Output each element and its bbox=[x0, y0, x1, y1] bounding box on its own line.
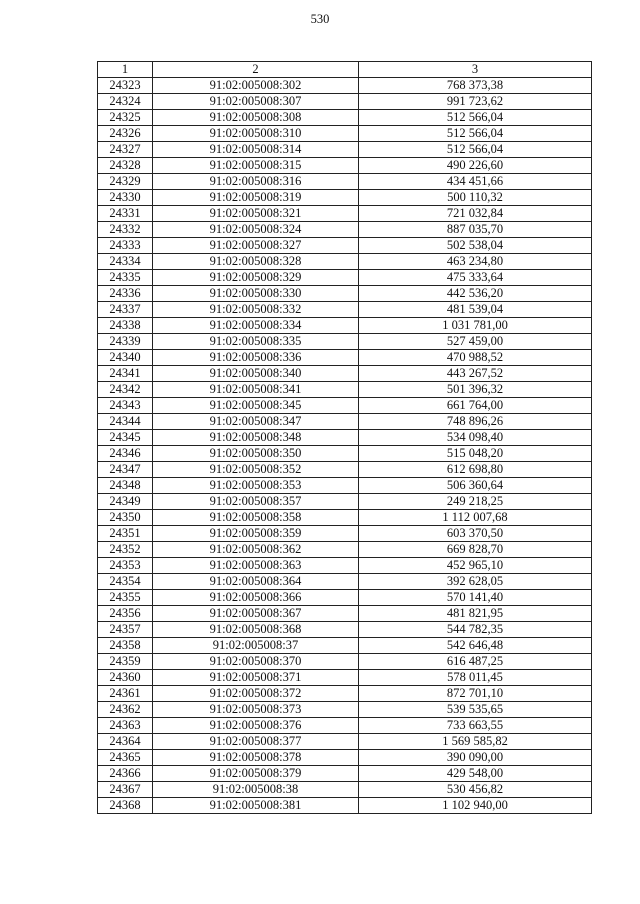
cadastral-number-cell: 91:02:005008:353 bbox=[153, 478, 359, 494]
cadastral-number-cell: 91:02:005008:368 bbox=[153, 622, 359, 638]
cadastral-number-cell: 91:02:005008:334 bbox=[153, 318, 359, 334]
table-row bbox=[98, 222, 592, 238]
table-row bbox=[98, 702, 592, 718]
value-cell: 887 035,70 bbox=[359, 222, 592, 238]
table-row bbox=[98, 430, 592, 446]
value-cell: 768 373,38 bbox=[359, 78, 592, 94]
value-cell: 544 782,35 bbox=[359, 622, 592, 638]
value-cell: 481 821,95 bbox=[359, 606, 592, 622]
row-number-cell: 24350 bbox=[98, 510, 153, 526]
row-number-cell: 24345 bbox=[98, 430, 153, 446]
value-cell: 249 218,25 bbox=[359, 494, 592, 510]
table-row bbox=[98, 318, 592, 334]
row-number-cell: 24332 bbox=[98, 222, 153, 238]
cadastral-number-cell: 91:02:005008:310 bbox=[153, 126, 359, 142]
value-cell: 512 566,04 bbox=[359, 110, 592, 126]
value-cell: 612 698,80 bbox=[359, 462, 592, 478]
cadastral-number-cell: 91:02:005008:373 bbox=[153, 702, 359, 718]
value-cell: 733 663,55 bbox=[359, 718, 592, 734]
table-row bbox=[98, 110, 592, 126]
value-cell: 578 011,45 bbox=[359, 670, 592, 686]
table-row bbox=[98, 622, 592, 638]
row-number-cell: 24327 bbox=[98, 142, 153, 158]
value-cell: 748 896,26 bbox=[359, 414, 592, 430]
row-number-cell: 24325 bbox=[98, 110, 153, 126]
row-number-cell: 24335 bbox=[98, 270, 153, 286]
cadastral-number-cell: 91:02:005008:363 bbox=[153, 558, 359, 574]
value-cell: 501 396,32 bbox=[359, 382, 592, 398]
table-row bbox=[98, 206, 592, 222]
cadastral-number-cell: 91:02:005008:307 bbox=[153, 94, 359, 110]
cadastral-number-cell: 91:02:005008:372 bbox=[153, 686, 359, 702]
value-cell: 530 456,82 bbox=[359, 782, 592, 798]
value-cell: 539 535,65 bbox=[359, 702, 592, 718]
page-number: 530 bbox=[310, 12, 330, 26]
cadastral-number-cell: 91:02:005008:379 bbox=[153, 766, 359, 782]
value-cell: 515 048,20 bbox=[359, 446, 592, 462]
row-number-cell: 24330 bbox=[98, 190, 153, 206]
table-row bbox=[98, 734, 592, 750]
value-cell: 534 098,40 bbox=[359, 430, 592, 446]
row-number-cell: 24340 bbox=[98, 350, 153, 366]
cadastral-number-cell: 91:02:005008:319 bbox=[153, 190, 359, 206]
table-row bbox=[98, 590, 592, 606]
cadastral-number-cell: 91:02:005008:366 bbox=[153, 590, 359, 606]
table-row bbox=[98, 670, 592, 686]
table-row bbox=[98, 126, 592, 142]
cadastral-number-cell: 91:02:005008:359 bbox=[153, 526, 359, 542]
cadastral-number-cell: 91:02:005008:316 bbox=[153, 174, 359, 190]
value-cell: 481 539,04 bbox=[359, 302, 592, 318]
row-number-cell: 24366 bbox=[98, 766, 153, 782]
cadastral-number-cell: 91:02:005008:341 bbox=[153, 382, 359, 398]
table-row bbox=[98, 446, 592, 462]
row-number-cell: 24341 bbox=[98, 366, 153, 382]
row-number-cell: 24364 bbox=[98, 734, 153, 750]
cadastral-number-cell: 91:02:005008:378 bbox=[153, 750, 359, 766]
value-cell: 429 548,00 bbox=[359, 766, 592, 782]
value-cell: 512 566,04 bbox=[359, 142, 592, 158]
cadastral-number-cell: 91:02:005008:332 bbox=[153, 302, 359, 318]
table-row bbox=[98, 286, 592, 302]
value-cell: 443 267,52 bbox=[359, 366, 592, 382]
row-number-cell: 24336 bbox=[98, 286, 153, 302]
value-cell: 616 487,25 bbox=[359, 654, 592, 670]
value-cell: 1 102 940,00 bbox=[359, 798, 592, 814]
table-row bbox=[98, 462, 592, 478]
cadastral-number-cell: 91:02:005008:315 bbox=[153, 158, 359, 174]
value-cell: 991 723,62 bbox=[359, 94, 592, 110]
row-number-cell: 24354 bbox=[98, 574, 153, 590]
cadastral-number-cell: 91:02:005008:336 bbox=[153, 350, 359, 366]
row-number-cell: 24367 bbox=[98, 782, 153, 798]
value-cell: 1 031 781,00 bbox=[359, 318, 592, 334]
value-cell: 1 112 007,68 bbox=[359, 510, 592, 526]
row-number-cell: 24349 bbox=[98, 494, 153, 510]
table-row bbox=[98, 254, 592, 270]
row-number-cell: 24338 bbox=[98, 318, 153, 334]
cadastral-number-cell: 91:02:005008:376 bbox=[153, 718, 359, 734]
row-number-cell: 24362 bbox=[98, 702, 153, 718]
cadastral-number-cell: 91:02:005008:358 bbox=[153, 510, 359, 526]
value-cell: 872 701,10 bbox=[359, 686, 592, 702]
table-row bbox=[98, 398, 592, 414]
cadastral-number-cell: 91:02:005008:314 bbox=[153, 142, 359, 158]
cadastral-number-cell: 91:02:005008:347 bbox=[153, 414, 359, 430]
row-number-cell: 24355 bbox=[98, 590, 153, 606]
value-cell: 669 828,70 bbox=[359, 542, 592, 558]
value-cell: 470 988,52 bbox=[359, 350, 592, 366]
table-row bbox=[98, 350, 592, 366]
table-row bbox=[98, 510, 592, 526]
value-cell: 506 360,64 bbox=[359, 478, 592, 494]
table-row bbox=[98, 478, 592, 494]
cadastral-number-cell: 91:02:005008:350 bbox=[153, 446, 359, 462]
cadastral-number-cell: 91:02:005008:37 bbox=[153, 638, 359, 654]
cadastral-number-cell: 91:02:005008:348 bbox=[153, 430, 359, 446]
row-number-cell: 24342 bbox=[98, 382, 153, 398]
value-cell: 475 333,64 bbox=[359, 270, 592, 286]
cadastral-number-cell: 91:02:005008:357 bbox=[153, 494, 359, 510]
cadastral-number-cell: 91:02:005008:340 bbox=[153, 366, 359, 382]
cadastral-number-cell: 91:02:005008:352 bbox=[153, 462, 359, 478]
table-row bbox=[98, 766, 592, 782]
cadastral-number-cell: 91:02:005008:371 bbox=[153, 670, 359, 686]
table-row bbox=[98, 334, 592, 350]
value-cell: 442 536,20 bbox=[359, 286, 592, 302]
row-number-cell: 24361 bbox=[98, 686, 153, 702]
row-number-cell: 24328 bbox=[98, 158, 153, 174]
row-number-cell: 24351 bbox=[98, 526, 153, 542]
cadastral-number-cell: 91:02:005008:377 bbox=[153, 734, 359, 750]
table-row bbox=[98, 542, 592, 558]
cadastral-number-cell: 91:02:005008:321 bbox=[153, 206, 359, 222]
row-number-cell: 24337 bbox=[98, 302, 153, 318]
value-cell: 490 226,60 bbox=[359, 158, 592, 174]
cadastral-number-cell: 91:02:005008:324 bbox=[153, 222, 359, 238]
row-number-cell: 24344 bbox=[98, 414, 153, 430]
row-number-cell: 24352 bbox=[98, 542, 153, 558]
value-cell: 603 370,50 bbox=[359, 526, 592, 542]
cadastral-number-cell: 91:02:005008:308 bbox=[153, 110, 359, 126]
cadastral-number-cell: 91:02:005008:370 bbox=[153, 654, 359, 670]
table-body bbox=[98, 78, 592, 814]
table-header-row bbox=[98, 62, 592, 78]
table-row bbox=[98, 494, 592, 510]
row-number-cell: 24360 bbox=[98, 670, 153, 686]
value-cell: 512 566,04 bbox=[359, 126, 592, 142]
cadastral-number-cell: 91:02:005008:38 bbox=[153, 782, 359, 798]
row-number-cell: 24358 bbox=[98, 638, 153, 654]
table-row bbox=[98, 414, 592, 430]
cadastral-number-cell: 91:02:005008:327 bbox=[153, 238, 359, 254]
row-number-cell: 24346 bbox=[98, 446, 153, 462]
row-number-cell: 24329 bbox=[98, 174, 153, 190]
value-cell: 1 569 585,82 bbox=[359, 734, 592, 750]
table-row bbox=[98, 78, 592, 94]
row-number-cell: 24356 bbox=[98, 606, 153, 622]
row-number-cell: 24326 bbox=[98, 126, 153, 142]
value-cell: 392 628,05 bbox=[359, 574, 592, 590]
row-number-cell: 24357 bbox=[98, 622, 153, 638]
table-row bbox=[98, 270, 592, 286]
value-cell: 570 141,40 bbox=[359, 590, 592, 606]
cadastral-value-table bbox=[97, 61, 592, 814]
row-number-cell: 24348 bbox=[98, 478, 153, 494]
row-number-cell: 24324 bbox=[98, 94, 153, 110]
row-number-cell: 24347 bbox=[98, 462, 153, 478]
cadastral-number-cell: 91:02:005008:345 bbox=[153, 398, 359, 414]
table-row bbox=[98, 526, 592, 542]
row-number-cell: 24363 bbox=[98, 718, 153, 734]
cadastral-number-cell: 91:02:005008:335 bbox=[153, 334, 359, 350]
value-cell: 502 538,04 bbox=[359, 238, 592, 254]
row-number-cell: 24339 bbox=[98, 334, 153, 350]
table-row bbox=[98, 142, 592, 158]
table-row bbox=[98, 782, 592, 798]
table-row bbox=[98, 558, 592, 574]
row-number-cell: 24331 bbox=[98, 206, 153, 222]
cadastral-number-cell: 91:02:005008:381 bbox=[153, 798, 359, 814]
value-cell: 434 451,66 bbox=[359, 174, 592, 190]
table-row bbox=[98, 606, 592, 622]
column-header-3: 3 bbox=[359, 62, 592, 78]
table-row bbox=[98, 382, 592, 398]
value-cell: 500 110,32 bbox=[359, 190, 592, 206]
value-cell: 463 234,80 bbox=[359, 254, 592, 270]
table-row bbox=[98, 718, 592, 734]
row-number-cell: 24365 bbox=[98, 750, 153, 766]
value-cell: 721 032,84 bbox=[359, 206, 592, 222]
row-number-cell: 24333 bbox=[98, 238, 153, 254]
row-number-cell: 24353 bbox=[98, 558, 153, 574]
cadastral-number-cell: 91:02:005008:302 bbox=[153, 78, 359, 94]
value-cell: 390 090,00 bbox=[359, 750, 592, 766]
table-row bbox=[98, 238, 592, 254]
cadastral-number-cell: 91:02:005008:330 bbox=[153, 286, 359, 302]
column-header-1: 1 bbox=[98, 62, 153, 78]
table-row bbox=[98, 654, 592, 670]
table-row bbox=[98, 174, 592, 190]
table-row bbox=[98, 366, 592, 382]
cadastral-number-cell: 91:02:005008:362 bbox=[153, 542, 359, 558]
table-row bbox=[98, 574, 592, 590]
row-number-cell: 24368 bbox=[98, 798, 153, 814]
value-cell: 527 459,00 bbox=[359, 334, 592, 350]
table-row bbox=[98, 302, 592, 318]
table-row bbox=[98, 190, 592, 206]
value-cell: 661 764,00 bbox=[359, 398, 592, 414]
table-row bbox=[98, 94, 592, 110]
row-number-cell: 24334 bbox=[98, 254, 153, 270]
row-number-cell: 24359 bbox=[98, 654, 153, 670]
cadastral-number-cell: 91:02:005008:329 bbox=[153, 270, 359, 286]
table-row bbox=[98, 158, 592, 174]
row-number-cell: 24323 bbox=[98, 78, 153, 94]
table-row bbox=[98, 686, 592, 702]
value-cell: 542 646,48 bbox=[359, 638, 592, 654]
cadastral-number-cell: 91:02:005008:328 bbox=[153, 254, 359, 270]
table-row bbox=[98, 798, 592, 814]
cadastral-number-cell: 91:02:005008:364 bbox=[153, 574, 359, 590]
row-number-cell: 24343 bbox=[98, 398, 153, 414]
table-row bbox=[98, 638, 592, 654]
cadastral-number-cell: 91:02:005008:367 bbox=[153, 606, 359, 622]
column-header-2: 2 bbox=[153, 62, 359, 78]
value-cell: 452 965,10 bbox=[359, 558, 592, 574]
table-row bbox=[98, 750, 592, 766]
